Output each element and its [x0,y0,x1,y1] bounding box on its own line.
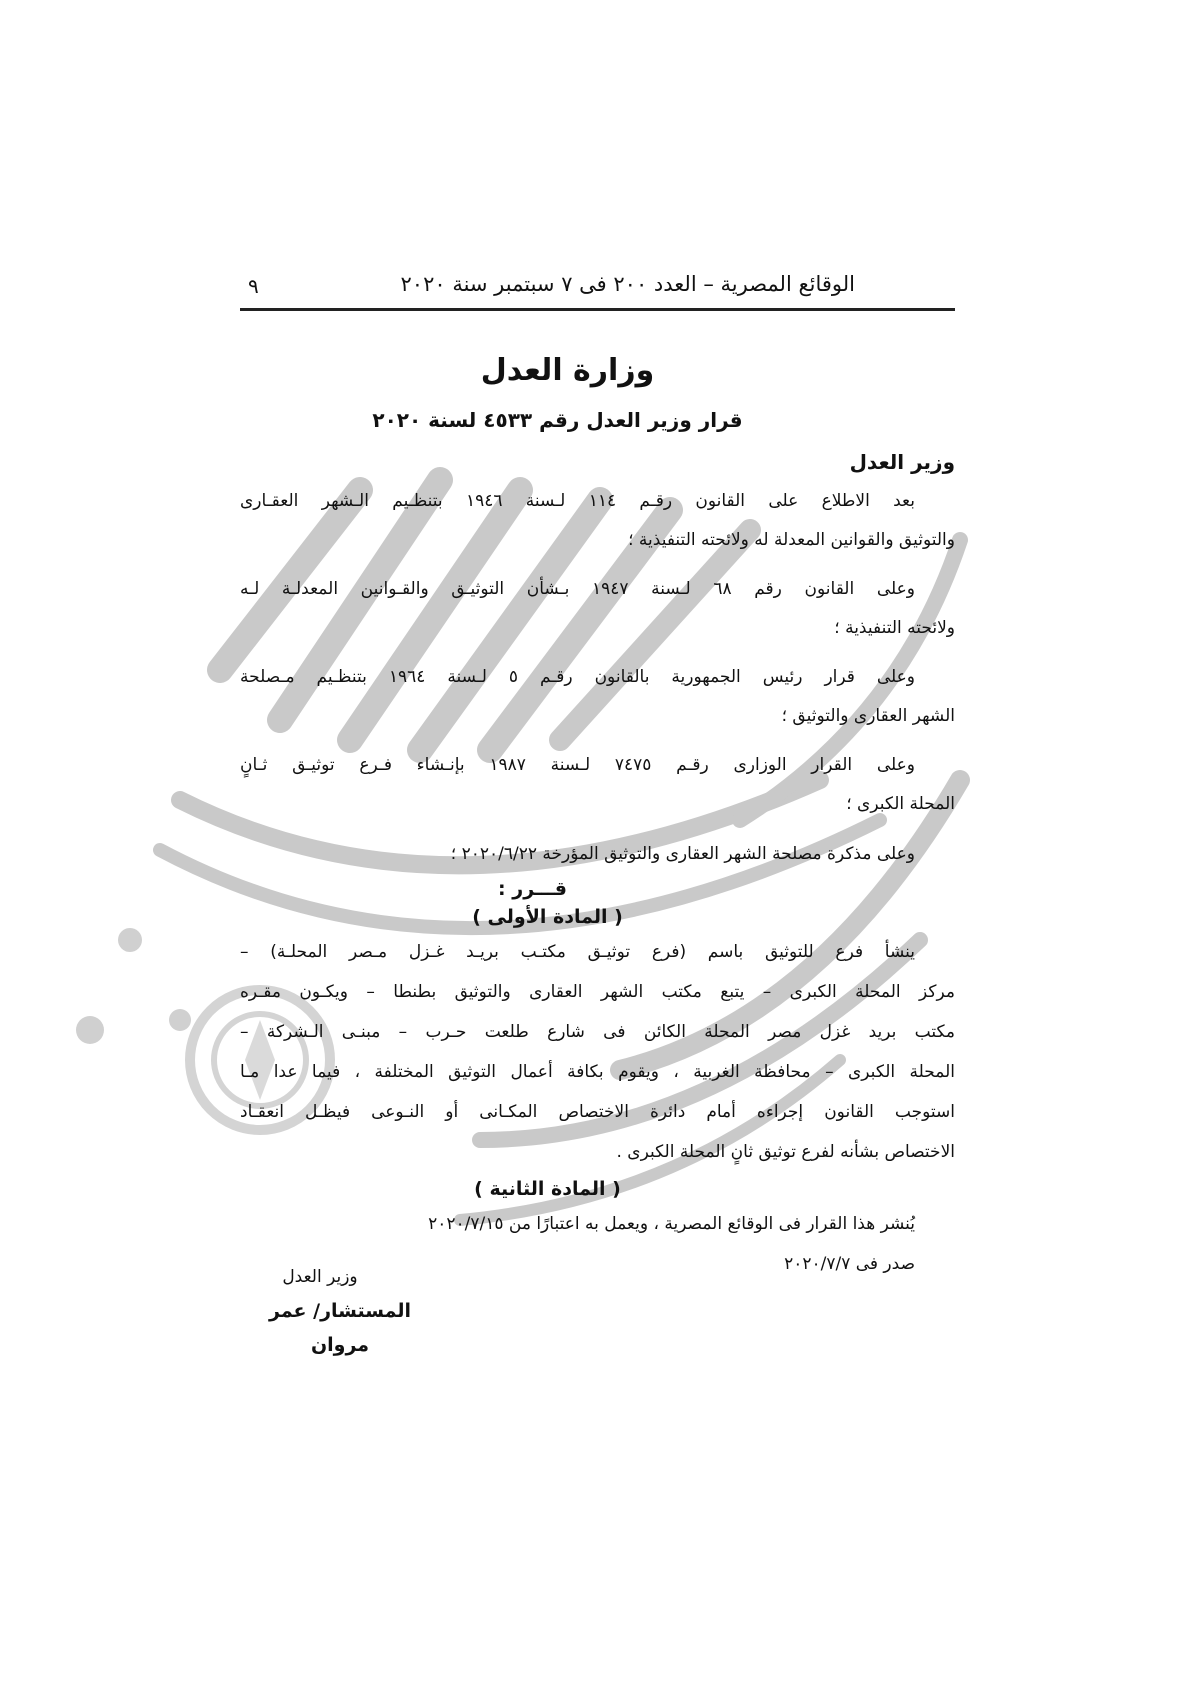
document-page [240,260,955,1356]
signatory-name: المستشار/ عمر مروان [269,1300,411,1356]
preamble-paragraph [240,570,955,648]
gazette-header-title: الوقائع المصرية – العدد ٢٠٠ فى ٧ سبتمبر سنة ٢٠٢٠ [400,272,855,296]
preamble-line: وعلى القانون رقم ٦٨ لـسنة ١٩٤٧ بـشأن التوثيـق والقـوانين المعدلـة لـه [240,579,915,599]
preamble-paragraph [240,482,955,560]
preamble-line: ولائحته التنفيذية ؛ [834,618,955,638]
article-2-title: ( المادة الثانية ) [474,1178,621,1200]
preamble-paragraph [240,658,955,736]
page-header [240,260,955,311]
article-1-line: مكتب بريد غزل مصر المحلة الكائن فى شارع طلعت حـرب – مبنـى الـشركة – [240,1022,955,1042]
page-number: ٩ [248,274,259,298]
article-1-line: استوجب القانون إجراءه أمام دائرة الاختصاص المكـانى أو النـوعى فيظـل انعقـاد [240,1102,955,1122]
signatory-role: وزير العدل [282,1267,358,1287]
article-1-line: مركز المحلة الكبرى – يتبع مكتب الشهر العقارى والتوثيق بطنطا – ويكـون مقـره [240,982,955,1002]
memo-line: وعلى مذكرة مصلحة الشهر العقارى والتوثيق المؤرخة ٢٠٢٠/٦/٢٢ ؛ [450,844,915,864]
decree-title: قرار وزير العدل رقم ٤٥٣٣ لسنة ٢٠٢٠ [372,408,743,432]
signature-block [240,1260,440,1362]
ministry-title: وزارة العدل [480,353,655,388]
preamble-line: بعد الاطلاع على القانون رقـم ١١٤ لـسنة ١٩٤٦ بتنظـيم الـشهر العقـارى [240,491,915,511]
preamble-paragraph [240,746,955,824]
article-1-line: الاختصاص بشأنه لفرع توثيق ثانٍ المحلة الكبرى . [616,1142,955,1162]
article-1-body [240,932,955,1172]
preamble-line: وعلى قرار رئيس الجمهورية بالقانون رقـم ٥ لـسنة ١٩٦٤ بتنظـيم مـصلحة [240,667,915,687]
preamble-line: وعلى القرار الوزارى رقـم ٧٤٧٥ لـسنة ١٩٨٧ بإنـشاء فـرع توثيـق ثـانٍ [240,755,915,775]
article-1-line: المحلة الكبرى – محافظة الغربية ، ويقوم بكافة أعمال التوثيق المختلفة ، فيما عدا مـا [240,1062,955,1082]
article-2-body: يُنشر هذا القرار فى الوقائع المصرية ، ويعمل به اعتبارًا من ٢٠٢٠/٧/١٥ [428,1214,915,1234]
preamble-line: والتوثيق والقوانين المعدلة له ولائحته التنفيذية ؛ [628,530,955,550]
preamble-line: الشهر العقارى والتوثيق ؛ [781,706,955,726]
decided-heading: قـــرر : [498,878,567,900]
minister-heading: وزير العدل [849,450,955,474]
article-1-title: ( المادة الأولى ) [472,906,623,928]
preamble-line: المحلة الكبرى ؛ [846,794,955,814]
issued-date: صدر فى ٢٠٢٠/٧/٧ [784,1254,915,1274]
article-1-line: ينشأ فرع للتوثيق باسم (فرع توثيـق مكتـب بريـد غـزل مـصر المحلـة) – [240,942,915,962]
